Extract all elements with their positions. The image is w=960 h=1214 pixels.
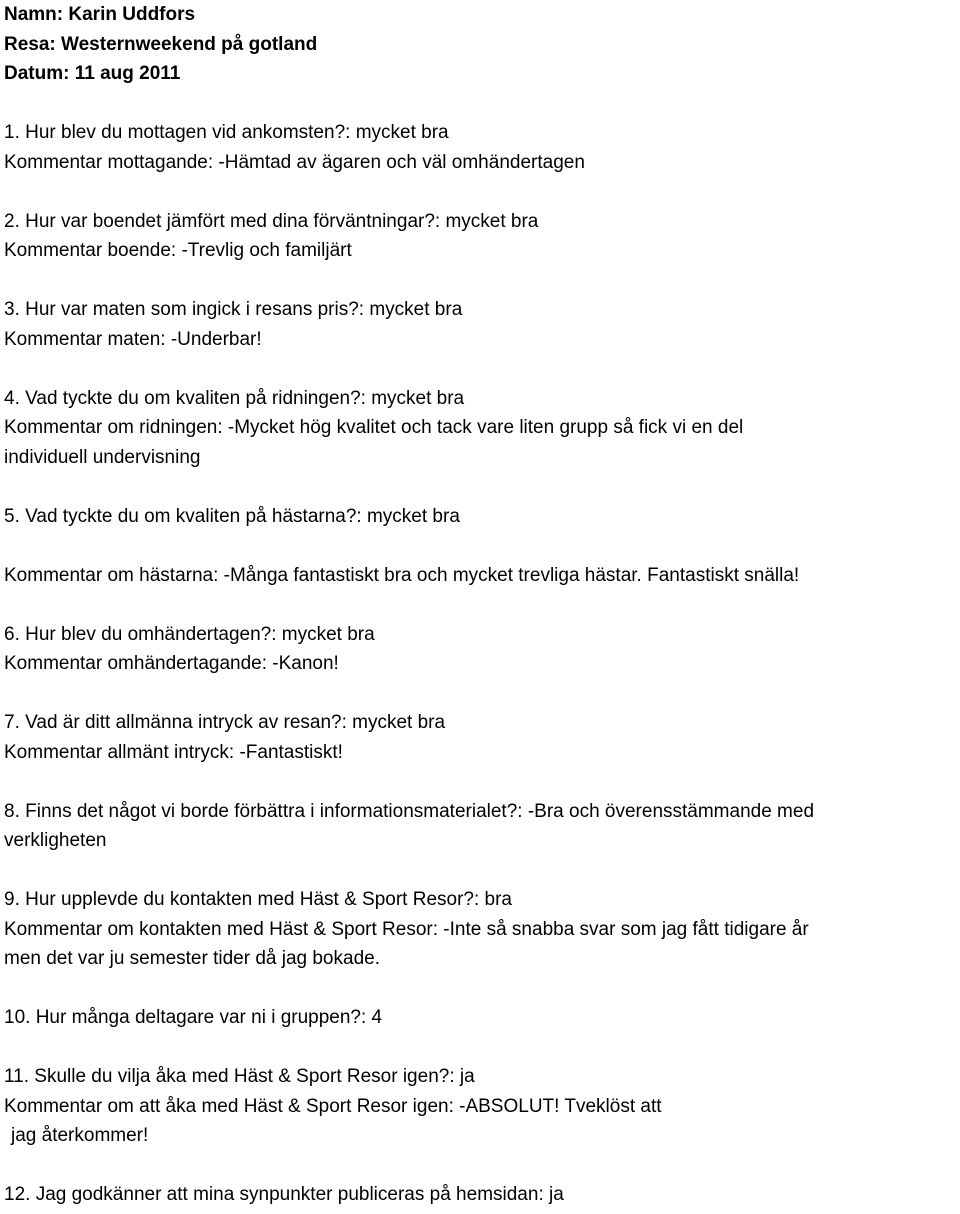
spacer	[4, 266, 960, 296]
spacer	[4, 89, 960, 119]
spacer	[4, 1151, 960, 1181]
comment-11-line-2: jag återkommer!	[11, 1125, 149, 1146]
comment-9-line-1: Kommentar om kontakten med Häst & Sport Resor: -Inte så snabba svar som jag fått tidigare år	[4, 918, 809, 940]
comment-4-line-1: Kommentar om ridningen: -Mycket hög kvalitet och tack vare liten grupp så fick vi en del	[4, 417, 744, 438]
comment-6: Kommentar omhändertagande: -Kanon!	[4, 653, 339, 674]
question-4: 4. Vad tyckte du om kvaliten på ridningen?: mycket bra	[4, 387, 465, 409]
comment-4-line-2: individuell undervisning	[4, 446, 201, 468]
comment-1: Kommentar mottagande: -Hämtad av ägaren och väl omhändertagen	[4, 151, 585, 173]
question-2: 2. Hur var boendet jämfört med dina förväntningar?: mycket bra	[4, 210, 539, 232]
comment-5: Kommentar om hästarna: -Många fantastiskt bra och mycket trevliga hästar. Fantastiskt snälla!	[4, 564, 800, 586]
name-line: Namn: Karin Uddfors	[4, 4, 196, 25]
spacer	[4, 856, 960, 886]
question-10: 10. Hur många deltagare var ni i gruppen?: 4	[4, 1007, 383, 1028]
survey-document	[4, 0, 960, 1210]
question-6: 6. Hur blev du omhändertagen?: mycket bra	[4, 623, 375, 645]
question-1: 1. Hur blev du mottagen vid ankomsten?: mycket bra	[4, 122, 449, 143]
spacer	[4, 590, 960, 620]
spacer	[4, 177, 960, 207]
question-5: 5. Vad tyckte du om kvaliten på hästarna?: mycket bra	[4, 505, 460, 527]
spacer	[4, 767, 960, 797]
date-line: Datum: 11 aug 2011	[4, 63, 181, 84]
question-12: 12. Jag godkänner att mina synpunkter publiceras på hemsidan: ja	[4, 1184, 564, 1205]
question-11: 11. Skulle du vilja åka med Häst & Sport Resor igen?: ja	[4, 1066, 475, 1087]
comment-11-line-1: Kommentar om att åka med Häst & Sport Resor igen: -ABSOLUT! Tveklöst att	[4, 1095, 662, 1117]
question-7: 7. Vad är ditt allmänna intryck av resan?: mycket bra	[4, 712, 446, 733]
question-8-line-2: verkligheten	[4, 830, 107, 851]
spacer	[4, 1033, 960, 1063]
question-8-line-1: 8. Finns det något vi borde förbättra i informationsmaterialet?: -Bra och överensstämmande med	[4, 800, 815, 822]
question-9: 9. Hur upplevde du kontakten med Häst & Sport Resor?: bra	[4, 889, 512, 910]
comment-7: Kommentar allmänt intryck: -Fantastiskt!	[4, 741, 343, 763]
spacer	[4, 472, 960, 502]
spacer	[4, 531, 960, 561]
comment-2: Kommentar boende: -Trevlig och familjärt	[4, 240, 352, 261]
comment-3: Kommentar maten: -Underbar!	[4, 328, 262, 350]
question-3: 3. Hur var maten som ingick i resans pris?: mycket bra	[4, 299, 463, 320]
spacer	[4, 974, 960, 1004]
comment-9-line-2: men det var ju semester tider då jag bokade.	[4, 948, 380, 969]
trip-line: Resa: Westernweekend på gotland	[4, 33, 318, 55]
spacer	[4, 354, 960, 384]
spacer	[4, 679, 960, 709]
